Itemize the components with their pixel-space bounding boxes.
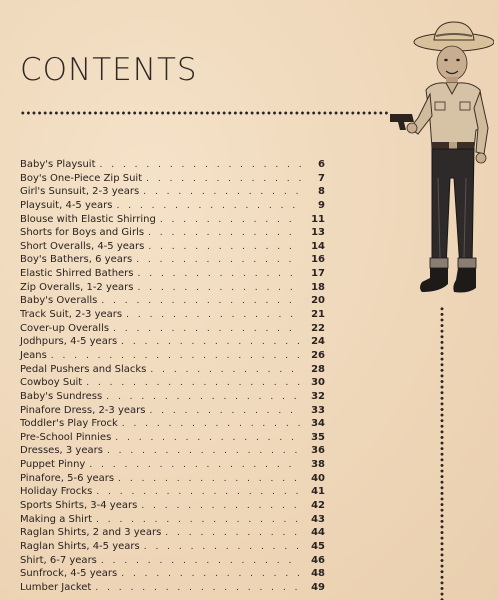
toc-entry[interactable] xyxy=(20,485,325,499)
toc-entry[interactable] xyxy=(20,253,325,267)
dot-leader xyxy=(165,527,301,541)
toc-entry-page: 28 xyxy=(311,363,325,375)
dot-leader xyxy=(96,486,301,500)
dot-leader xyxy=(95,582,301,596)
toc-entry-title: Raglan Shirts, 2 and 3 years xyxy=(20,527,162,539)
toc-entry[interactable] xyxy=(20,199,325,213)
toc-entry[interactable] xyxy=(20,431,325,445)
page-title: CONTENTS xyxy=(20,52,198,88)
dot-leader xyxy=(148,241,301,255)
toc-entry-page: 41 xyxy=(311,486,325,498)
dot-leader xyxy=(89,459,301,473)
toc-entry-title: Girl's Sunsuit, 2-3 years xyxy=(20,186,140,198)
dot-leader xyxy=(100,159,302,173)
toc-entry-page: 38 xyxy=(311,459,325,471)
toc-entry[interactable] xyxy=(20,567,325,581)
toc-entry-title: Boy's One-Piece Zip Suit xyxy=(20,172,143,184)
toc-entry-title: Pinafore Dress, 2-3 years xyxy=(20,404,146,416)
toc-entry-title: Holiday Frocks xyxy=(20,486,93,498)
toc-entry-page: 34 xyxy=(311,418,325,430)
dot-leader xyxy=(51,350,301,364)
dot-leader xyxy=(86,377,301,391)
dot-leader xyxy=(144,541,301,555)
toc-entry[interactable] xyxy=(20,281,325,295)
dot-leader xyxy=(160,214,301,228)
toc-entry[interactable] xyxy=(20,158,325,172)
toc-entry-title: Sports Shirts, 3-4 years xyxy=(20,500,138,512)
dotted-divider-horizontal xyxy=(20,111,388,115)
toc-entry[interactable] xyxy=(20,363,325,377)
toc-entry-title: Zip Overalls, 1-2 years xyxy=(20,281,134,293)
toc-entry[interactable] xyxy=(20,267,325,281)
toc-entry-title: Baby's Playsuit xyxy=(20,159,96,170)
dot-leader xyxy=(138,268,301,282)
toc-entry[interactable] xyxy=(20,458,325,472)
toc-entry-title: Short Overalls, 4-5 years xyxy=(20,240,145,252)
toc-entry-title: Cover-up Overalls xyxy=(20,322,110,334)
toc-entry-title: Shorts for Boys and Girls xyxy=(20,227,145,239)
toc-entry-title: Shirt, 6-7 years xyxy=(20,554,97,566)
toc-entry-page: 8 xyxy=(318,186,325,198)
dot-leader xyxy=(136,254,301,268)
dot-leader xyxy=(101,295,301,309)
toc-entry[interactable] xyxy=(20,322,325,336)
toc-entry-page: 32 xyxy=(311,390,325,402)
toc-entry-page: 44 xyxy=(311,527,325,539)
dot-leader xyxy=(141,500,301,514)
toc-entry[interactable] xyxy=(20,554,325,568)
dot-leader xyxy=(121,336,301,350)
toc-entry-page: 11 xyxy=(311,213,325,225)
toc-entry[interactable] xyxy=(20,335,325,349)
dot-leader xyxy=(122,418,301,432)
dot-leader xyxy=(150,364,301,378)
toc-entry-page: 7 xyxy=(318,172,325,184)
dot-leader xyxy=(138,282,302,296)
toc-entry-page: 45 xyxy=(311,540,325,552)
toc-entry-title: Baby's Sundress xyxy=(20,390,103,402)
toc-entry-title: Boy's Bathers, 6 years xyxy=(20,254,133,266)
toc-entry-title: Track Suit, 2-3 years xyxy=(20,309,123,321)
toc-entry-title: Pedal Pushers and Slacks xyxy=(20,363,147,375)
toc-entry-page: 16 xyxy=(311,254,325,266)
toc-entry-title: Pinafore, 5-6 years xyxy=(20,472,115,484)
toc-entry-page: 26 xyxy=(311,349,325,361)
toc-entry-page: 36 xyxy=(311,445,325,457)
dot-leader xyxy=(115,432,301,446)
toc-entry-page: 20 xyxy=(311,295,325,307)
dot-leader xyxy=(118,473,301,487)
toc-entry-title: Playsuit, 4-5 years xyxy=(20,199,113,211)
toc-entry[interactable] xyxy=(20,390,325,404)
toc-entry-title: Raglan Shirts, 4-5 years xyxy=(20,540,140,552)
toc-entry-page: 9 xyxy=(318,199,325,211)
dotted-divider-vertical xyxy=(440,306,444,600)
toc-entry[interactable] xyxy=(20,513,325,527)
toc-entry[interactable] xyxy=(20,349,325,363)
toc-entry-page: 46 xyxy=(311,554,325,566)
table-of-contents xyxy=(20,158,325,595)
toc-entry[interactable] xyxy=(20,294,325,308)
dot-leader xyxy=(121,568,301,582)
toc-entry-title: Elastic Shirred Bathers xyxy=(20,268,134,280)
toc-entry-page: 13 xyxy=(311,227,325,239)
toc-entry[interactable] xyxy=(20,172,325,186)
dot-leader xyxy=(107,445,301,459)
dot-leader xyxy=(148,227,301,241)
toc-entry[interactable] xyxy=(20,185,325,199)
toc-entry-page: 14 xyxy=(311,240,325,252)
toc-entry-page: 35 xyxy=(311,431,325,443)
cowboy-boy-illustration xyxy=(388,18,494,308)
toc-entry-title: Baby's Overalls xyxy=(20,295,98,307)
toc-entry-page: 43 xyxy=(311,513,325,525)
toc-entry[interactable] xyxy=(20,213,325,227)
toc-entry-title: Blouse with Elastic Shirring xyxy=(20,213,156,225)
toc-entry[interactable] xyxy=(20,444,325,458)
dot-leader xyxy=(96,514,301,528)
toc-entry[interactable] xyxy=(20,499,325,513)
toc-entry-title: Jodhpurs, 4-5 years xyxy=(20,336,118,348)
toc-entry[interactable] xyxy=(20,540,325,554)
toc-entry-title: Cowboy Suit xyxy=(20,377,83,389)
toc-entry[interactable] xyxy=(20,308,325,322)
toc-entry-title: Toddler's Play Frock xyxy=(20,418,118,430)
toc-entry-page: 17 xyxy=(311,268,325,280)
dot-leader xyxy=(117,200,302,214)
toc-entry-page: 6 xyxy=(318,159,325,170)
toc-entry-page: 42 xyxy=(311,500,325,512)
toc-entry-page: 48 xyxy=(311,568,325,580)
toc-entry-title: Pre-School Pinnies xyxy=(20,431,112,443)
dot-leader xyxy=(101,555,301,569)
toc-entry-title: Dresses, 3 years xyxy=(20,445,103,457)
toc-entry-page: 33 xyxy=(311,404,325,416)
toc-entry-title: Jeans xyxy=(20,349,47,361)
dot-leader xyxy=(106,391,301,405)
toc-entry-page: 21 xyxy=(311,309,325,321)
dot-leader xyxy=(146,173,301,187)
toc-entry[interactable] xyxy=(20,417,325,431)
toc-entry-title: Making a Shirt xyxy=(20,513,92,525)
dot-leader xyxy=(143,186,301,200)
toc-entry-page: 40 xyxy=(311,472,325,484)
toc-entry[interactable] xyxy=(20,581,325,595)
toc-entry-title: Puppet Pinny xyxy=(20,459,86,471)
dot-leader xyxy=(113,323,301,337)
toc-entry-page: 18 xyxy=(311,281,325,293)
toc-entry-page: 49 xyxy=(311,581,325,593)
toc-entry-page: 22 xyxy=(311,322,325,334)
toc-entry[interactable] xyxy=(20,526,325,540)
toc-entry-title: Sunfrock, 4-5 years xyxy=(20,568,118,580)
toc-entry-title: Lumber Jacket xyxy=(20,581,92,593)
toc-entry[interactable] xyxy=(20,376,325,390)
toc-entry[interactable] xyxy=(20,472,325,486)
toc-entry[interactable] xyxy=(20,226,325,240)
toc-entry-page: 30 xyxy=(311,377,325,389)
toc-entry-page: 24 xyxy=(311,336,325,348)
dot-leader xyxy=(126,309,301,323)
toc-entry[interactable] xyxy=(20,404,325,418)
toc-entry[interactable] xyxy=(20,240,325,254)
dot-leader xyxy=(149,405,301,419)
